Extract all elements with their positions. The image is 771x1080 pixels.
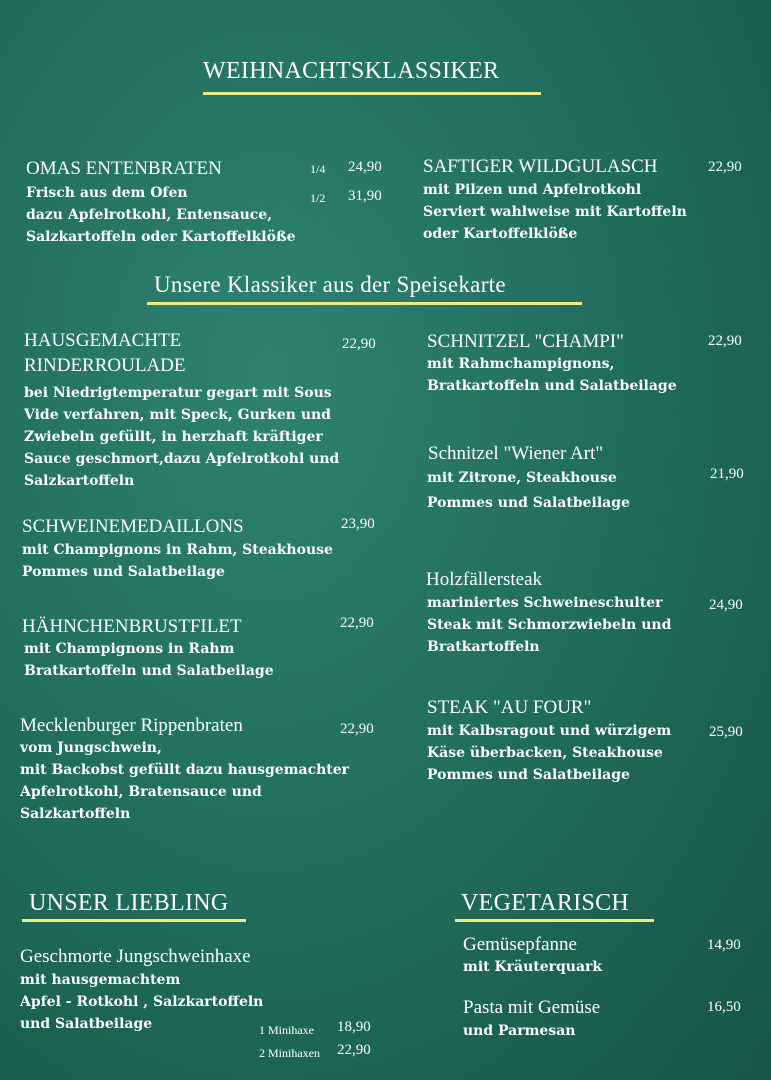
dish-description: mit hausgemachtem Apfel - Rotkohl , Salzkartoffeln und Salatbeilage [20, 972, 264, 1032]
dish-description: Frisch aus dem Ofen dazu Apfelrotkohl, Entensauce, Salzkartoffeln oder Kartoffelklöße [26, 185, 296, 245]
portion-label: 1 Minihaxe [259, 1023, 314, 1037]
dish-name: HAUSGEMACHTE RINDERROULADE [24, 330, 186, 376]
dish-name: Gemüsepfanne [463, 934, 577, 955]
section-heading-weihnachtsklassiker: WEIHNACHTSKLASSIKER [203, 58, 500, 84]
dish-price: 14,90 [707, 937, 741, 953]
dish-price: 22,90 [340, 615, 374, 631]
heading-underline [22, 919, 246, 922]
dish-price: 31,90 [348, 188, 382, 204]
dish-price: 23,90 [341, 516, 375, 532]
dish-description: mit Kalbsragout und würzigem Käse überbacken, Steakhouse Pommes und Salatbeilage [427, 723, 672, 783]
dish-name: HÄHNCHENBRUSTFILET [22, 616, 242, 637]
dish-description: mit Champignons in Rahm Bratkartoffeln und Salatbeilage [24, 641, 274, 679]
dish-price: 22,90 [340, 721, 374, 737]
dish-name: Mecklenburger Rippenbraten [20, 715, 243, 736]
dish-price: 24,90 [709, 597, 743, 613]
dish-name: SCHNITZEL "CHAMPI" [427, 331, 624, 352]
dish-price: 18,90 [337, 1019, 371, 1035]
portion-label: 1/2 [310, 191, 326, 205]
heading-underline [203, 92, 541, 95]
dish-description: mit Champignons in Rahm, Steakhouse Pommes und Salatbeilage [22, 542, 333, 580]
dish-price: 22,90 [708, 159, 742, 175]
portion-label: 2 Minihaxen [259, 1046, 320, 1060]
dish-price: 22,90 [337, 1042, 371, 1058]
dish-name: OMAS ENTENBRATEN [26, 158, 222, 179]
heading-underline [147, 302, 582, 305]
dish-name: SCHWEINEMEDAILLONS [22, 516, 244, 537]
dish-description: mit Rahmchampignons, Bratkartoffeln und Salatbeilage [427, 356, 677, 394]
dish-name: Holzfällersteak [426, 569, 543, 590]
dish-description: mariniertes Schweineschulter Steak mit Schmorzwiebeln und Bratkartoffeln [427, 595, 672, 655]
dish-price: 21,90 [710, 466, 744, 482]
dish-description: mit Kräuterquark [463, 959, 603, 975]
dish-description: mit Pilzen und Apfelrotkohl Serviert wahlweise mit Kartoffeln oder Kartoffelklöße [423, 182, 687, 242]
dish-price: 25,90 [709, 724, 743, 740]
section-heading-unser-liebling: UNSER LIEBLING [29, 890, 229, 916]
dish-name: Schnitzel "Wiener Art" [428, 443, 604, 464]
dish-price: 22,90 [708, 333, 742, 349]
dish-price: 24,90 [348, 159, 382, 175]
dish-name: Geschmorte Jungschweinhaxe [20, 946, 251, 967]
portion-label: 1/4 [310, 162, 326, 176]
dish-description: bei Niedrigtemperatur gegart mit Sous Vide verfahren, mit Speck, Gurken und Zwiebeln gefüllt, in herzhaft kräftiger Sauce geschmort,dazu Apfelrotkohl und Salzkartoffeln [24, 385, 340, 489]
dish-description: und Parmesan [463, 1023, 576, 1039]
dish-name: STEAK "AU FOUR" [427, 697, 592, 718]
dish-description: vom Jungschwein, mit Backobst gefüllt dazu hausgemachter Apfelrotkohl, Bratensauce und Salzkartoffeln [20, 740, 350, 822]
dish-description: mit Zitrone, Steakhouse Pommes und Salatbeilage [427, 470, 630, 511]
dish-price: 16,50 [707, 999, 741, 1015]
dish-price: 22,90 [342, 336, 376, 352]
dish-name: SAFTIGER WILDGULASCH [423, 156, 658, 177]
heading-underline [455, 919, 654, 922]
section-heading-vegetarisch: VEGETARISCH [461, 890, 630, 916]
dish-name: Pasta mit Gemüse [463, 997, 601, 1018]
section-heading-klassiker: Unsere Klassiker aus der Speisekarte [154, 272, 506, 297]
